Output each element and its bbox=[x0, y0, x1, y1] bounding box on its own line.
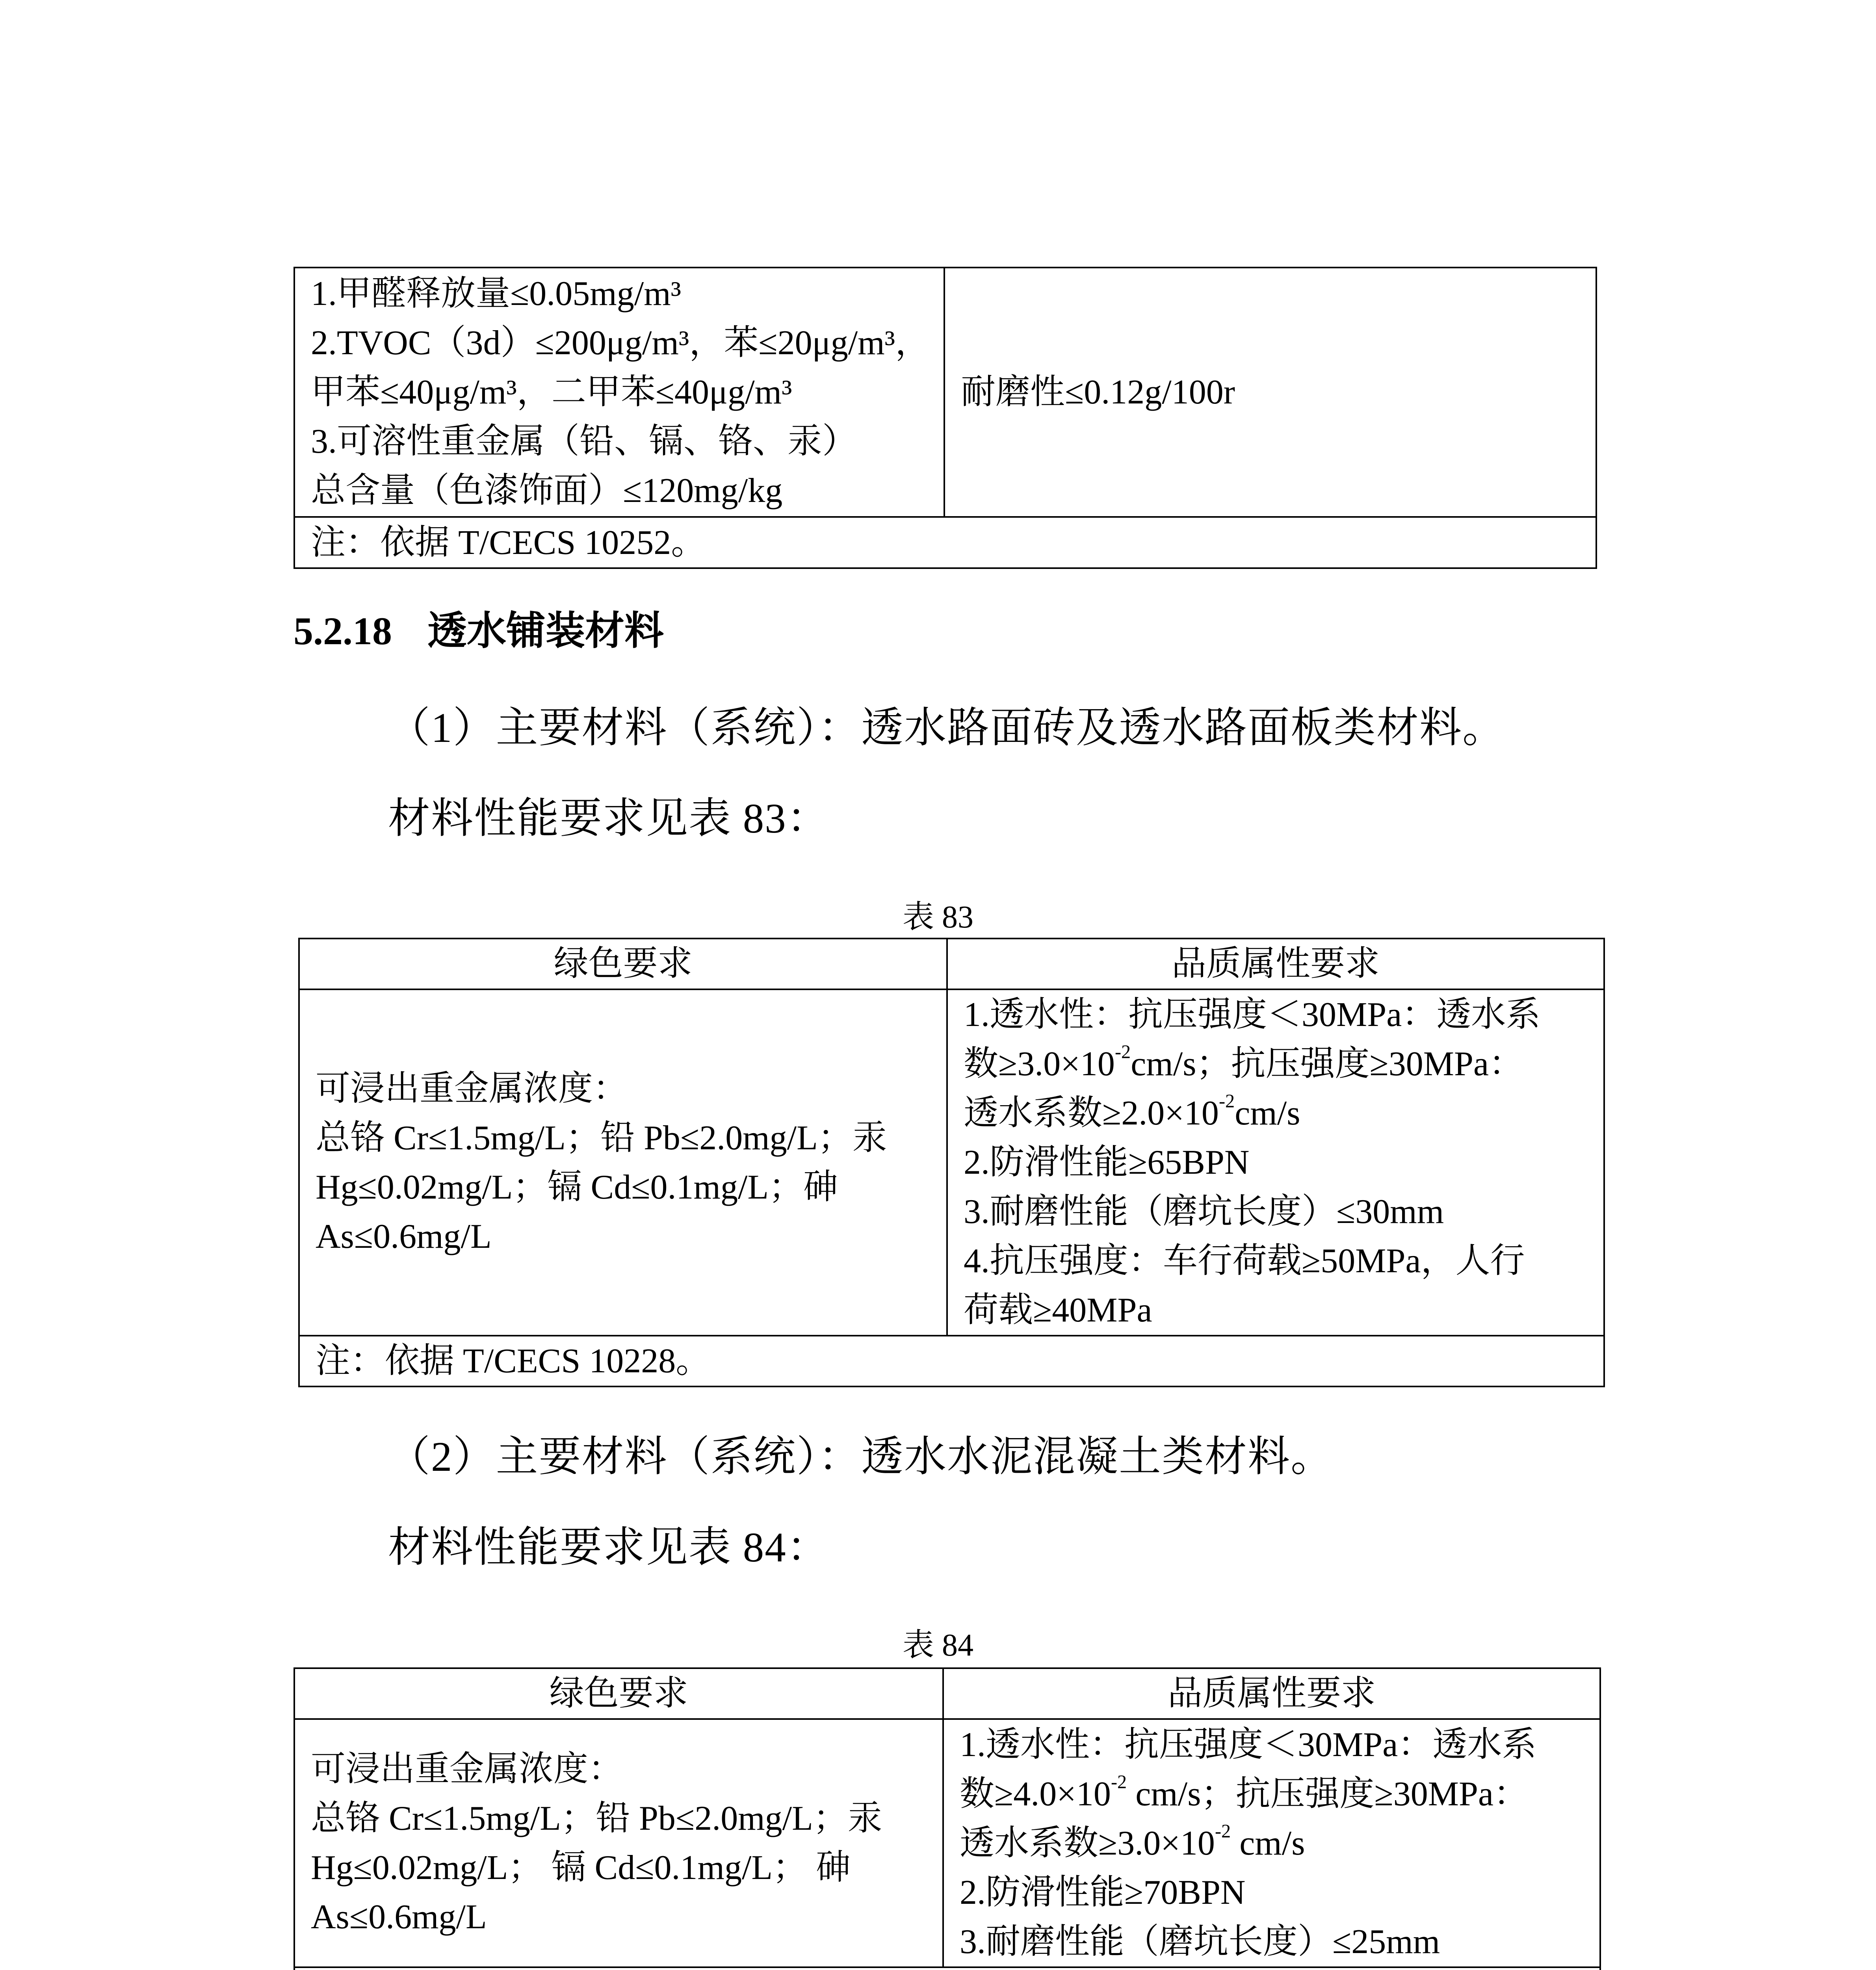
paragraph-see-table-83: 材料性能要求见表 83： bbox=[388, 795, 830, 842]
table83-quality-line: 3.耐磨性能（磨坑长度）≤30mm bbox=[964, 1193, 1444, 1231]
table84-green-line: 总铬 Cr≤1.5mg/L；铅 Pb≤2.0mg/L；汞 bbox=[311, 1799, 882, 1838]
table-prev-left-line: 1.甲醛释放量≤0.05mg/m³ bbox=[311, 275, 682, 313]
table83-quality-cell bbox=[947, 989, 1604, 1336]
table-prev-left-line: 2.TVOC（3d）≤200μg/m³，苯≤20μg/m³， bbox=[311, 324, 930, 362]
table83-green-cell bbox=[299, 989, 947, 1336]
table84-quality-cell bbox=[943, 1719, 1600, 1967]
table84-green-line: As≤0.6mg/L bbox=[311, 1898, 487, 1936]
table-prev-left-line: 3.可溶性重金属（铅、镉、铬、汞） bbox=[311, 422, 857, 461]
table83-caption: 表 83 bbox=[903, 900, 973, 935]
table83-quality-line: 2.防滑性能≥65BPN bbox=[964, 1143, 1250, 1182]
table83-green-line: 可浸出重金属浓度： bbox=[316, 1069, 628, 1108]
table-prev-left-line: 甲苯≤40μg/m³，二甲苯≤40μg/m³ bbox=[311, 373, 792, 411]
table-83 bbox=[298, 938, 1605, 1387]
table83-header-quality: 品质属性要求 bbox=[947, 939, 1604, 989]
table83-quality-line: 荷载≥40MPa bbox=[964, 1291, 1152, 1329]
table-prev-note: 注：依据 T/CECS 10252。 bbox=[294, 517, 1596, 568]
table83-quality-line: 透水系数$\ge 2.0\times 10^{-2}cm/s$ bbox=[964, 1091, 1300, 1132]
table83-quality-line: 数$\ge 3.0\times 10^{-2}cm/s$；抗压强度≥30MPa： bbox=[964, 1041, 1523, 1083]
table84-green-cell bbox=[294, 1719, 943, 1967]
table83-quality-line: 1.透水性：抗压强度＜30MPa：透水系 bbox=[964, 996, 1541, 1034]
section-number: 5.2.18 bbox=[293, 609, 392, 653]
table83-green-line: 总铬 Cr≤1.5mg/L；铅 Pb≤2.0mg/L；汞 bbox=[316, 1119, 887, 1157]
table84-quality-line: 2.防滑性能≥70BPN bbox=[960, 1873, 1246, 1912]
section-heading bbox=[293, 599, 664, 656]
table-84 bbox=[293, 1667, 1601, 1970]
table-prev-left-cell bbox=[294, 268, 944, 517]
table-prev-right-text: 耐磨性≤0.12g/100r bbox=[961, 373, 1235, 411]
table84-quality-line: 3.耐磨性能（磨坑长度）≤25mm bbox=[960, 1922, 1440, 1961]
table84-header-green: 绿色要求 bbox=[294, 1668, 943, 1719]
table84-green-line: 可浸出重金属浓度： bbox=[311, 1750, 623, 1788]
table84-note bbox=[294, 1967, 1600, 1970]
table84-quality-line: 1.透水性：抗压强度＜30MPa：透水系 bbox=[960, 1725, 1537, 1764]
paragraph-material-1: （1）主要材料（系统）：透水路面砖及透水路面板类材料。 bbox=[388, 705, 1506, 751]
table-prev-right-cell bbox=[944, 268, 1596, 517]
table83-green-line: Hg≤0.02mg/L；镉 Cd≤0.1mg/L；砷 bbox=[316, 1168, 838, 1206]
table83-note: 注：依据 T/CECS 10228。 bbox=[299, 1336, 1604, 1386]
section-title: 透水铺装材料 bbox=[427, 609, 664, 653]
paragraph-see-table-84: 材料性能要求见表 84： bbox=[388, 1524, 830, 1571]
paragraph-material-2: （2）主要材料（系统）：透水水泥混凝土类材料。 bbox=[388, 1434, 1334, 1480]
table84-green-line: Hg≤0.02mg/L； 镉 Cd≤0.1mg/L； 砷 bbox=[311, 1849, 851, 1887]
table84-header-quality: 品质属性要求 bbox=[943, 1668, 1600, 1719]
table84-quality-line: 数$\ge 4.0\times 10^{-2}$ cm/s；抗压强度≥30MPa： bbox=[960, 1771, 1528, 1813]
table84-caption: 表 84 bbox=[903, 1628, 973, 1663]
table-prev-continued bbox=[293, 267, 1597, 569]
table83-green-line: As≤0.6mg/L bbox=[316, 1217, 492, 1256]
table83-quality-line: 4.抗压强度：车行荷载≥50MPa，人行 bbox=[964, 1242, 1525, 1280]
table84-quality-line: 透水系数$\ge 3.0\times 10^{-2}$ cm/s bbox=[960, 1820, 1305, 1862]
table-prev-left-line: 总含量（色漆饰面）≤120mg/kg bbox=[311, 472, 783, 510]
table83-header-green: 绿色要求 bbox=[299, 939, 947, 989]
